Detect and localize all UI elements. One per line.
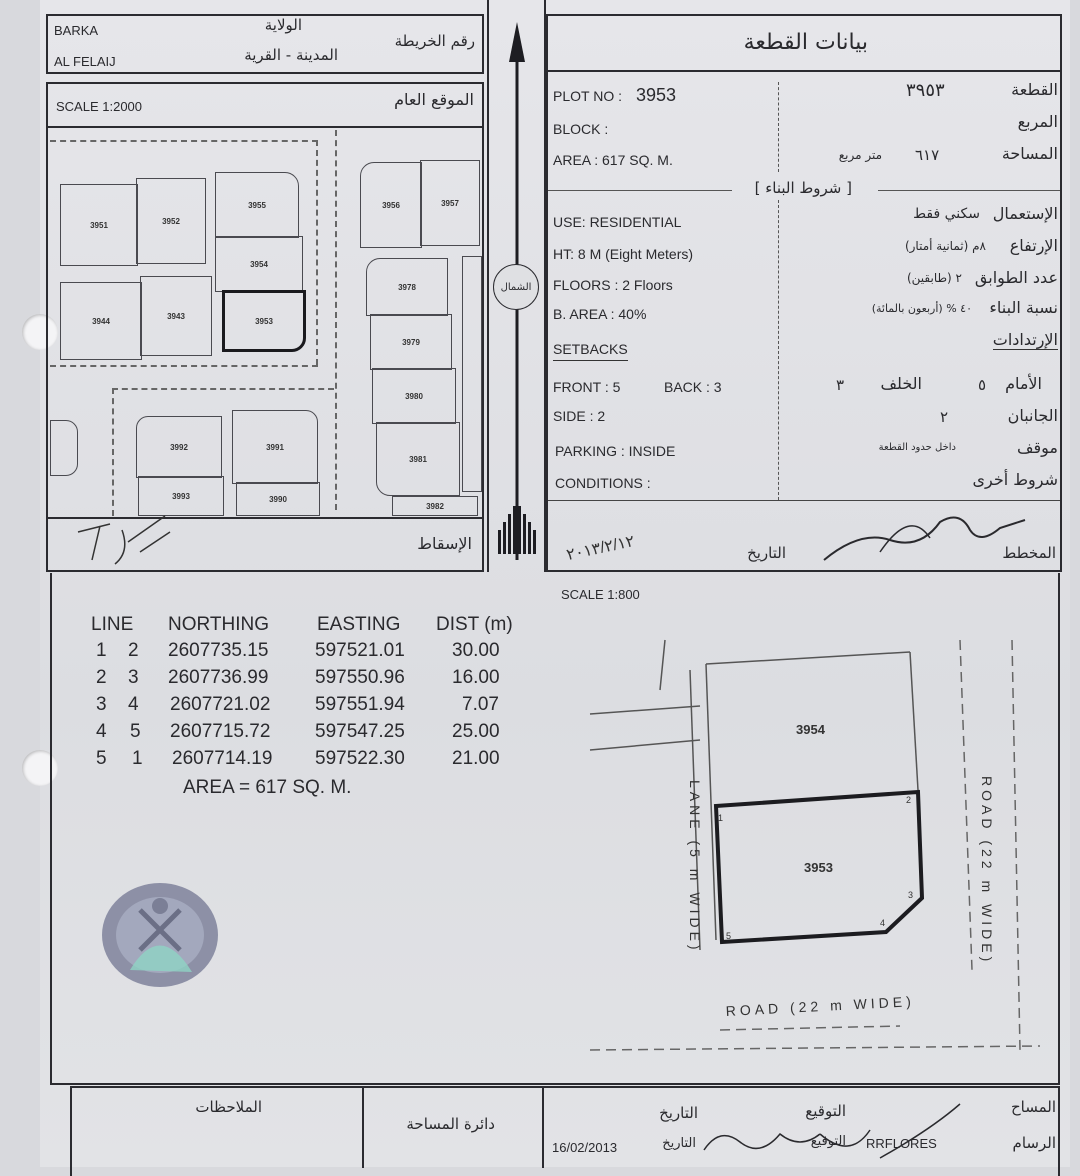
side-ar-label: الجانبان [1007,406,1058,425]
area-ar-value: ٦١٧ [915,147,940,164]
lot-edge [462,256,482,492]
row-1-easting: 597521.01 [315,640,405,661]
row-1-northing: 2607735.15 [168,640,269,661]
planner-signature-scribble [70,512,180,572]
divider [542,1088,544,1168]
lot-3992: 3992 [136,416,222,478]
lot-3990: 3990 [236,482,320,516]
area-en: AREA : 617 SQ. M. [553,152,673,168]
corner-5: 5 [726,931,732,941]
setbacks-en: SETBACKS [553,341,628,361]
lot-3991: 3991 [232,410,318,484]
lot-3954-label: 3954 [796,722,825,737]
wilaya-label: الولاية [264,16,302,34]
town-value: AL FELAIJ [54,54,116,69]
divider [48,126,482,128]
block-en-label: BLOCK : [553,121,609,137]
planner-signature [820,500,1030,570]
floors-en: FLOORS : 2 Floors [553,277,673,293]
row-5-northing: 2607714.19 [172,748,273,769]
building-area-en: B. AREA : 40% [553,306,647,322]
row-5-to: 1 [132,748,143,769]
date-handwritten: ٢٠١٣/٢/١٢ [565,532,637,564]
plot-no-ar-value: ٣٩٥٣ [906,80,945,100]
map-scale: SCALE 1:2000 [56,99,143,114]
row-4-northing: 2607715.72 [170,721,271,742]
floors-ar-label: عدد الطوابق [974,268,1058,287]
date-label-top: التاريخ [659,1104,698,1122]
signature-label-2: التوقيع [810,1134,846,1149]
detail-plan-drawing [580,630,1040,1070]
street-line [316,140,319,365]
floors-ar-value: ٢ (طابقين) [906,271,962,285]
lot-3952: 3952 [136,178,206,264]
date-label: التاريخ [747,544,786,562]
plot-data-title: بيانات القطعة [743,30,868,55]
building-conditions-label: [ شروط البناء ] [754,179,852,197]
footer-date: 16/02/2013 [552,1140,618,1155]
wilaya-value: BARKA [54,23,99,38]
street-line [112,388,334,391]
total-area: AREA = 617 SQ. M. [183,777,352,798]
row-5-dist: 21.00 [452,748,500,769]
column-divider [778,200,780,500]
road-right-label: ROAD (22 m WIDE) [979,776,995,966]
row-1-to: 2 [128,640,139,661]
col-header-line: LINE [91,614,134,635]
divider [878,190,1060,192]
draftsman-label: الرسام [1012,1134,1056,1152]
building-ratio-ar-label: نسبة البناء [989,298,1058,317]
row-2-dist: 16.00 [452,667,500,688]
row-3-to: 4 [128,694,139,715]
back-en: BACK : 3 [664,379,722,395]
corner-2: 2 [906,795,912,805]
plot-no-en-value: 3953 [636,85,677,105]
row-4-from: 4 [96,721,107,742]
lane-label: LANE (5 m WIDE) [687,780,703,954]
projection-label: الإسقاط [417,534,472,553]
building-ratio-ar-value: ٤٠ % (أربعون بالمائة) [871,302,972,315]
plot-no-ar-label: القطعة [1011,80,1058,99]
back-ar-value: ٣ [836,377,845,394]
row-3-easting: 597551.94 [315,694,405,715]
col-header-easting: EASTING [317,614,401,635]
other-conditions-ar: شروط أخرى [972,470,1058,489]
road-bottom-label: ROAD (22 m WIDE) [725,993,916,1019]
map-number-label: رقم الخريطة [394,32,475,50]
height-ar-value: ٨م (ثمانية أمتار) [904,239,986,253]
row-3-northing: 2607721.02 [170,694,271,715]
lot-3979: 3979 [370,314,452,370]
block-ar-label: المربع [1017,112,1058,131]
lot-3993: 3993 [138,476,224,516]
hologram-seal-icon [100,880,220,990]
row-4-dist: 25.00 [452,721,500,742]
town-label: المدينة - القرية [244,46,338,64]
parking-ar-value: داخل حدود القطعة [878,442,956,453]
street-line [112,388,115,516]
row-2-from: 2 [96,667,107,688]
lot-3956: 3956 [360,162,422,248]
conditions-en: CONDITIONS : [555,475,651,491]
row-2-easting: 597550.96 [315,667,405,688]
north-circle [493,264,539,310]
front-ar-value: ٥ [978,377,987,394]
plot-no-en-label: PLOT NO : [553,88,622,104]
divider [548,70,1060,72]
row-5-easting: 597522.30 [315,748,405,769]
footer-signature [700,1090,1000,1162]
lot-3944: 3944 [60,282,142,360]
lot-3954: 3954 [215,236,303,292]
row-4-easting: 597547.25 [315,721,405,742]
column-divider [778,82,780,172]
surveyor-label: المساح [1010,1098,1056,1116]
lot-3957: 3957 [420,160,480,246]
date-label-bottom: التاريخ [662,1136,696,1151]
notes-label: الملاحظات [195,1098,262,1116]
height-en: HT: 8 M (Eight Meters) [553,246,694,262]
row-3-dist: 7.07 [462,694,499,715]
divider [362,1088,364,1168]
north-label: الشمال [500,281,532,293]
lot-3980: 3980 [372,368,456,424]
lot-3943: 3943 [140,276,212,356]
lot-3953-label: 3953 [804,860,833,875]
use-en: USE: RESIDENTIAL [553,214,682,230]
height-ar-label: الإرتفاع [1009,236,1058,255]
back-ar-label: الخلف [880,374,922,393]
corner-4: 4 [880,918,886,928]
parking-en: PARKING : INSIDE [555,443,676,459]
use-ar-value: سكني فقط [913,206,980,222]
draftsman-name: RRFLORES [866,1136,937,1151]
front-en: FRONT : 5 [553,379,621,395]
corner-1: 1 [718,813,724,823]
signature-label: التوقيع [805,1102,846,1120]
divider [548,190,732,192]
side-ar-value: ٢ [940,409,949,426]
row-4-to: 5 [130,721,141,742]
row-1-dist: 30.00 [452,640,500,661]
row-3-from: 3 [96,694,107,715]
front-ar-label: الأمام [1005,374,1042,393]
lot-3981: 3981 [376,422,460,496]
lot-3982: 3982 [392,496,478,516]
street-line [335,130,338,510]
side-en: SIDE : 2 [553,408,606,424]
col-header-northing: NORTHING [168,614,269,635]
row-5-from: 5 [96,748,107,769]
lot-3953-highlight: 3953 [222,290,306,352]
street-line [50,365,318,368]
lot-3955: 3955 [215,172,299,238]
col-header-dist: DIST (m) [436,614,513,635]
detail-scale: SCALE 1:800 [561,587,640,602]
corner-3: 3 [908,890,914,900]
lot-3951: 3951 [60,184,138,266]
row-2-to: 3 [128,667,139,688]
lot-edge [50,420,78,476]
row-2-northing: 2607736.99 [168,667,269,688]
area-ar-unit: متر مربع [838,148,882,162]
planner-label: المخطط [1002,544,1056,562]
street-line [50,140,318,143]
setbacks-ar: الإرتدادات [992,330,1058,349]
use-ar-label: الإستعمال [992,204,1058,223]
general-location-label: الموقع العام [394,90,474,109]
row-1-from: 1 [96,640,107,661]
lot-3978: 3978 [366,258,448,316]
area-ar-label: المساحة [1001,144,1058,163]
parking-ar-label: موقف [1016,438,1058,457]
survey-department-label: دائرة المساحة [406,1115,495,1133]
